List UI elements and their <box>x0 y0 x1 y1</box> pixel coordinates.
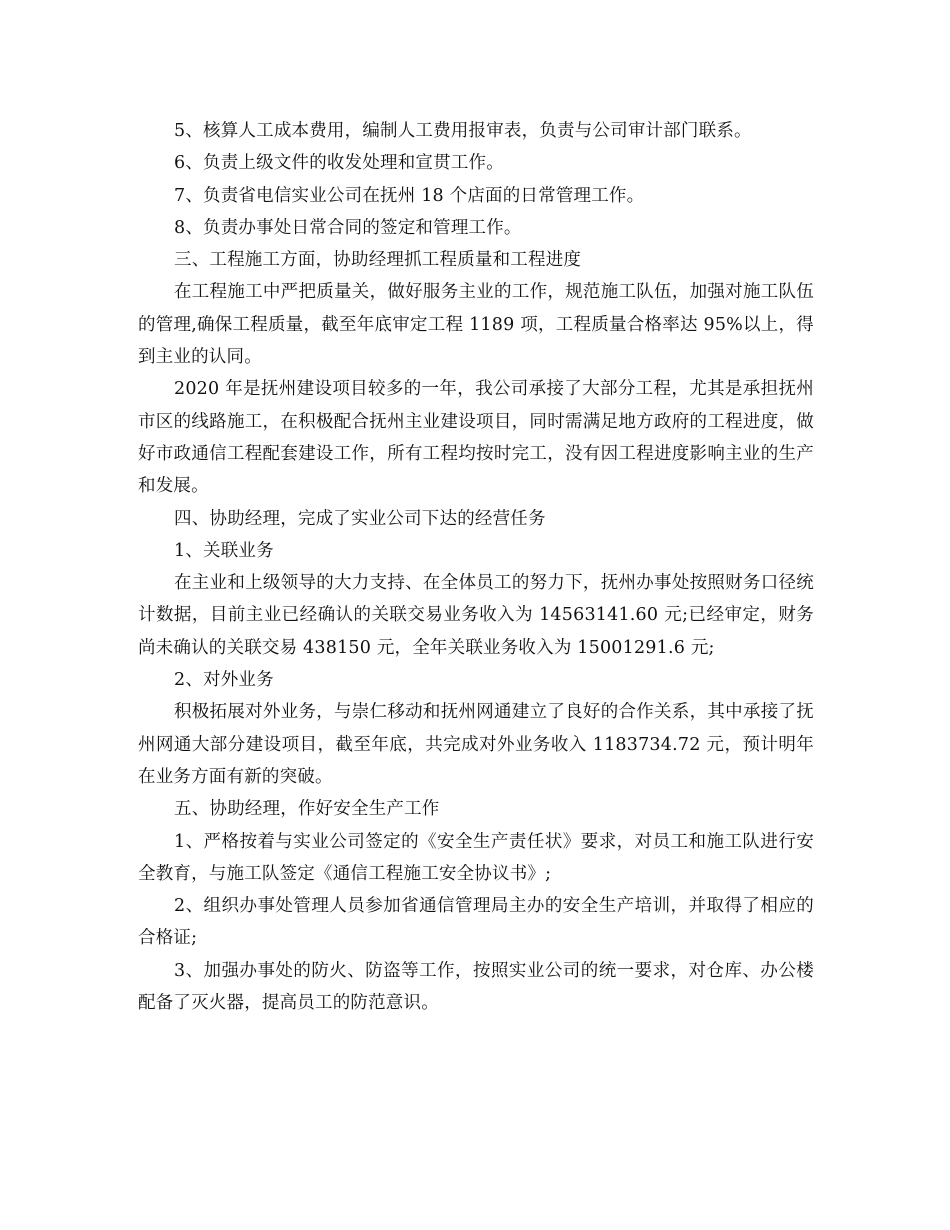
section-heading-5: 五、协助经理，作好安全生产工作 <box>174 799 440 820</box>
subheading-external-business: 2、对外业务 <box>174 670 274 691</box>
paragraph-related-business: 在主业和上级领导的大力支持、在全体员工的努力下，抚州办事处按照财务口径统计数据，目前主业已经确认的关联交易业务收入为 14563141.60 元;已经审定，财务尚未确认的关联交易 438150 元，全年关联业务收入为 15001291.6 元; <box>138 573 814 658</box>
paragraph-item-8: 8、负责办事处日常合同的签定和管理工作。 <box>174 217 522 238</box>
subheading-related-business: 1、关联业务 <box>174 540 274 561</box>
paragraph-quality: 在工程施工中严把质量关，做好服务主业的工作，规范施工队伍，加强对施工队伍的管理,确保工程质量，截至年底审定工程 1189 项，工程质量合格率达 95%以上，得到主业的认同。 <box>138 282 814 368</box>
paragraph-safety-3: 3、加强办事处的防火、防盗等工作，按照实业公司的统一要求，对仓库、办公楼配备了灭火器，提高员工的防范意识。 <box>138 960 814 1014</box>
paragraph-external-business: 积极拓展对外业务，与崇仁移动和抚州网通建立了良好的合作关系，其中承接了抚州网通大部分建设项目，截至年底，共完成对外业务收入 1183734.72 元，预计明年在业务方面有新的突破。 <box>138 702 814 787</box>
section-heading-3: 三、工程施工方面，协助经理抓工程质量和工程进度 <box>174 250 582 271</box>
paragraph-2020-projects: 2020 年是抚州建设项目较多的一年，我公司承接了大部分工程，尤其是承担抚州市区的线路施工，在积极配合抚州主业建设项目，同时需满足地方政府的工程进度，做好市政通信工程配套建设工作，所有工程均按时完工，没有因工程进度影响主业的生产和发展。 <box>138 379 814 497</box>
paragraph-safety-2: 2、组织办事处管理人员参加省通信管理局主办的安全生产培训，并取得了相应的合格证; <box>138 896 814 949</box>
paragraph-safety-1: 1、严格按着与实业公司签定的《安全生产责任状》要求，对员工和施工队进行安全教育，与施工队签定《通信工程施工安全协议书》; <box>138 831 814 884</box>
document-body <box>138 115 814 1019</box>
paragraph-item-7: 7、负责省电信实业公司在抚州 18 个店面的日常管理工作。 <box>174 185 645 206</box>
section-heading-4: 四、协助经理，完成了实业公司下达的经营任务 <box>174 508 546 529</box>
paragraph-item-6: 6、负责上级文件的收发处理和宣贯工作。 <box>174 153 504 174</box>
paragraph-item-5: 5、核算人工成本费用，编制人工费用报审表，负责与公司审计部门联系。 <box>174 121 752 141</box>
